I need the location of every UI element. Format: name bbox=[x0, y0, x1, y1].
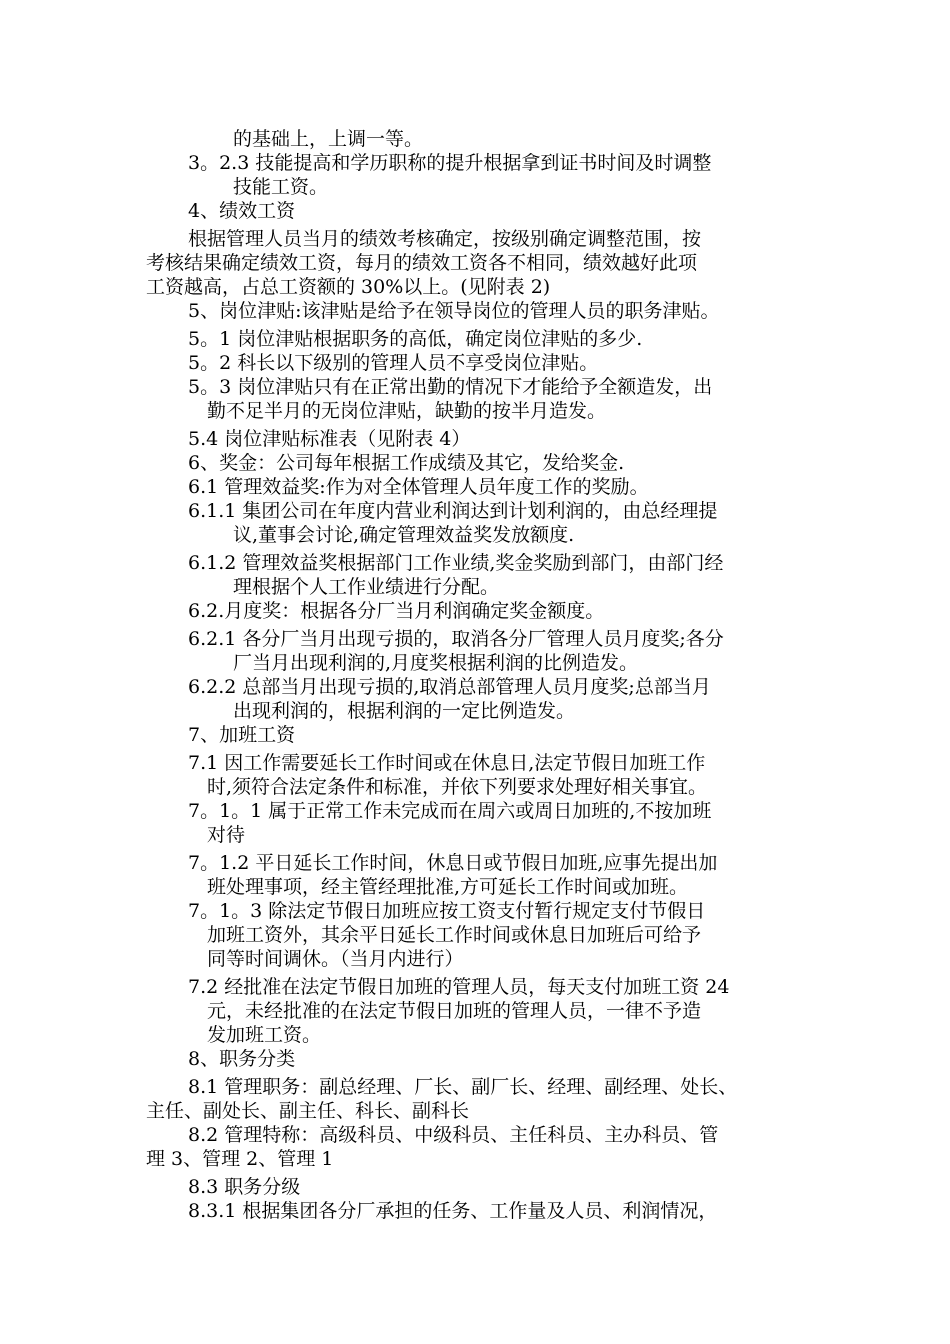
text-line: 对待 bbox=[207, 824, 246, 846]
text-line: 技能工资。 bbox=[233, 176, 329, 198]
text-line: 元，未经批准的在法定节假日加班的管理人员，一律不予造 bbox=[207, 1000, 702, 1022]
section-heading: 4、绩效工资 bbox=[188, 200, 296, 222]
text-line: 理 3、管理 2、管理 1 bbox=[146, 1148, 334, 1170]
text-line: 8.2 管理特称：高级科员、中级科员、主任科员、主办科员、管 bbox=[188, 1124, 719, 1146]
text-line: 6.2.月度奖：根据各分厂当月利润确定奖金额度。 bbox=[188, 600, 605, 622]
text-line: 勤不足半月的无岗位津贴，缺勤的按半月造发。 bbox=[207, 400, 607, 422]
text-line: 5.4 岗位津贴标准表（见附表 4） bbox=[188, 428, 471, 450]
text-line: 议,董事会讨论,确定管理效益奖发放额度. bbox=[233, 524, 575, 546]
text-line: 3。2.3 技能提高和学历职称的提升根据拿到证书时间及时调整 bbox=[188, 152, 712, 174]
text-line: 的基础上，上调一等。 bbox=[233, 128, 424, 150]
text-line: 工资越高，占总工资额的 30%以上。(见附表 2) bbox=[146, 276, 551, 298]
text-line: 6.2.2 总部当月出现亏损的,取消总部管理人员月度奖;总部当月 bbox=[188, 676, 711, 698]
text-line: 厂当月出现利润的,月度奖根据利润的比例造发。 bbox=[233, 652, 639, 674]
text-line: 发加班工资。 bbox=[207, 1024, 322, 1046]
text-line: 6.1.2 管理效益奖根据部门工作业绩,奖金奖励到部门，由部门经 bbox=[188, 552, 724, 574]
text-line: 班处理事项，经主管经理批准,方可延长工作时间或加班。 bbox=[207, 876, 689, 898]
text-line: 6.2.1 各分厂当月出现亏损的，取消各分厂管理人员月度奖;各分 bbox=[188, 628, 724, 650]
section-heading: 7、加班工资 bbox=[188, 724, 296, 746]
text-line: 考核结果确定绩效工资，每月的绩效工资各不相同，绩效越好此项 bbox=[146, 252, 698, 274]
text-line: 8.1 管理职务：副总经理、厂长、副厂长、经理、副经理、处长、 bbox=[188, 1076, 738, 1098]
text-line: 同等时间调休。（当月内进行） bbox=[207, 948, 464, 970]
text-line: 5、岗位津贴:该津贴是给予在领导岗位的管理人员的职务津贴。 bbox=[188, 300, 720, 322]
text-line: 根据管理人员当月的绩效考核确定，按级别确定调整范围，按 bbox=[188, 228, 702, 250]
text-line: 5。1 岗位津贴根据职务的高低，确定岗位津贴的多少. bbox=[188, 328, 643, 350]
text-line: 8.3 职务分级 bbox=[188, 1176, 301, 1198]
text-line: 时,须符合法定条件和标准，并依下列要求处理好相关事宜。 bbox=[207, 776, 708, 798]
text-line: 7.2 经批准在法定节假日加班的管理人员，每天支付加班工资 24 bbox=[188, 976, 730, 998]
section-heading: 6、奖金：公司每年根据工作成绩及其它，发给奖金. bbox=[188, 452, 625, 474]
section-heading: 8、职务分类 bbox=[188, 1048, 296, 1070]
text-line: 7。1。3 除法定节假日加班应按工资支付暂行规定支付节假日 bbox=[188, 900, 706, 922]
text-line: 主任、副处长、副主任、科长、副科长 bbox=[146, 1100, 470, 1122]
text-line: 出现利润的，根据利润的一定比例造发。 bbox=[233, 700, 576, 722]
text-line: 5。2 科长以下级别的管理人员不享受岗位津贴。 bbox=[188, 352, 599, 374]
text-line: 5。3 岗位津贴只有在正常出勤的情况下才能给予全额造发，出 bbox=[188, 376, 713, 398]
text-line: 6.1.1 集团公司在年度内营业利润达到计划利润的，由总经理提 bbox=[188, 500, 718, 522]
text-line: 6.1 管理效益奖:作为对全体管理人员年度工作的奖励。 bbox=[188, 476, 649, 498]
text-line: 8.3.1 根据集团各分厂承担的任务、工作量及人员、利润情况， bbox=[188, 1200, 718, 1222]
text-line: 理根据个人工作业绩进行分配。 bbox=[233, 576, 500, 598]
text-line: 加班工资外，其余平日延长工作时间或休息日加班后可给予 bbox=[207, 924, 702, 946]
text-line: 7。1.2 平日延长工作时间，休息日或节假日加班,应事先提出加 bbox=[188, 852, 718, 874]
text-line: 7。1。1 属于正常工作未完成而在周六或周日加班的,不按加班 bbox=[188, 800, 712, 822]
text-line: 7.1 因工作需要延长工作时间或在休息日,法定节假日加班工作 bbox=[188, 752, 706, 774]
